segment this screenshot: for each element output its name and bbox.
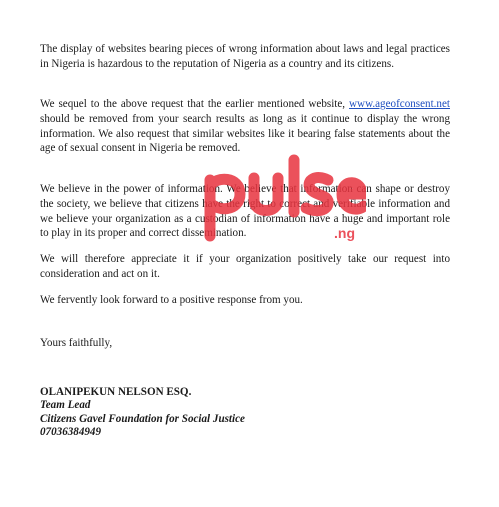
website-link[interactable]: www.ageofconsent.net (349, 98, 450, 110)
paragraph-power-of-information: We believe in the power of information. We believe that information can shape or destroy the society, we believe that citizens have the right to correct and verifiable information and we believe your organization as a custodian of information have a huge and important role to play in its proper and correct dissemination. (40, 183, 450, 240)
signatory-name: OLANIPEKUN NELSON ESQ. (40, 386, 192, 398)
closing-salutation: Yours faithfully, (40, 337, 113, 349)
signatory-organization: Citizens Gavel Foundation for Social Justice (40, 412, 245, 425)
signatory-title: Team Lead (40, 399, 91, 412)
paragraph-removal-request-start: We sequel to the above request that the earlier mentioned website, (40, 98, 350, 110)
paragraph-removal-request-end: should be removed from your search results as long as it continue to display the wrong information. We also request that similar websites like it bearing false statements about the age of sexual consent in Nigeria be removed. (40, 112, 450, 155)
paragraph-look-forward: We fervently look forward to a positive response from you. (40, 294, 303, 306)
signature-block (40, 386, 245, 440)
pulse-logo-suffix: .ng (334, 225, 355, 241)
paragraph-removal-request (40, 97, 450, 156)
paragraph-appreciation: We will therefore appreciate it if your organization positively take our request into consideration and act on it. (40, 253, 450, 280)
paragraph-reputation: The display of websites bearing pieces of wrong information about laws and legal practices in Nigeria is hazardous to the reputation of Nigeria as a country and its citizens. (40, 43, 450, 70)
signatory-phone: 07036384949 (40, 426, 102, 439)
